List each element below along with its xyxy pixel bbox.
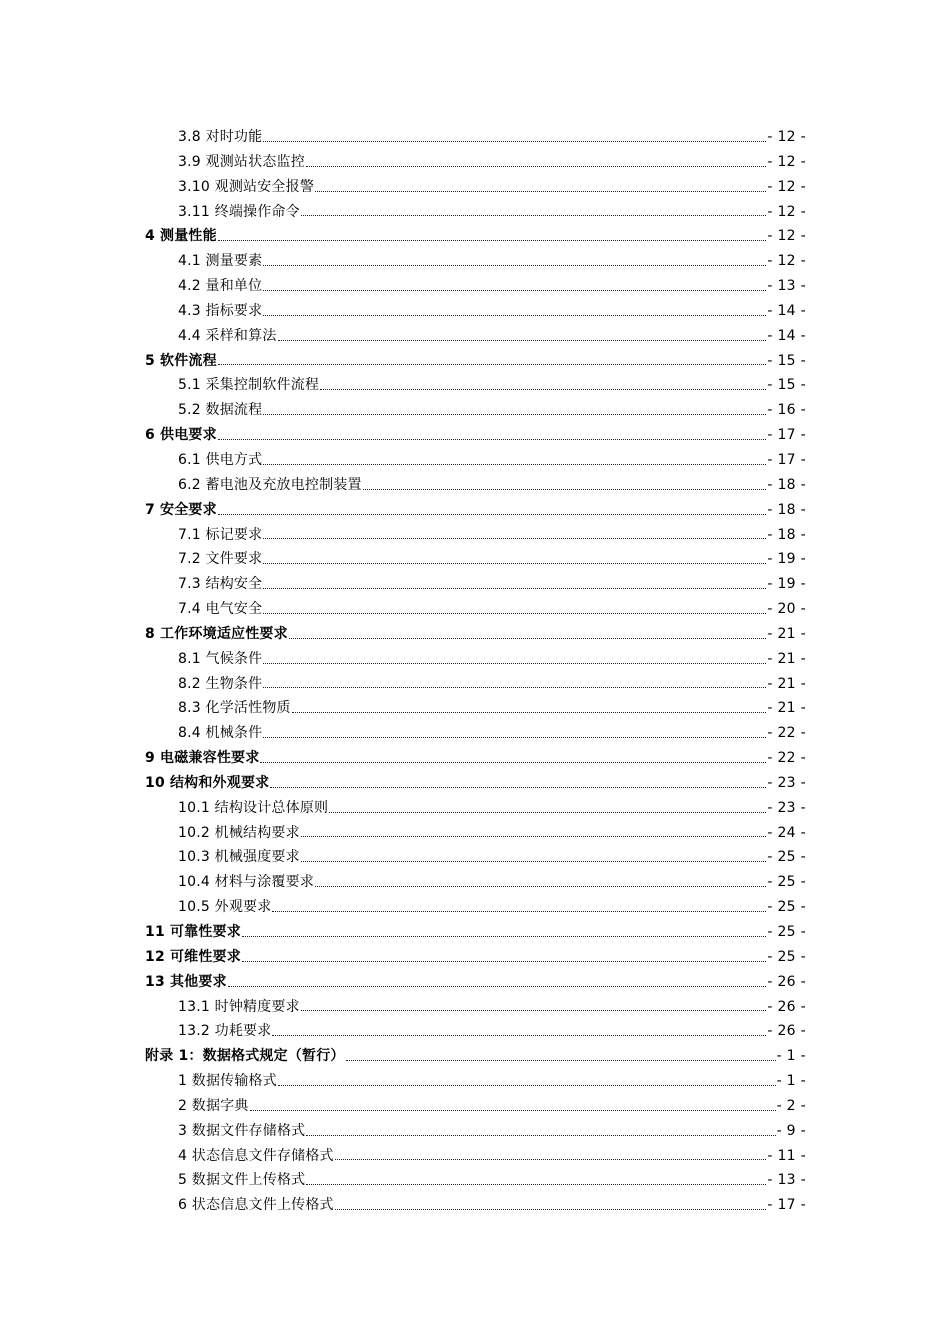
toc-entry-page-number: - 14 - bbox=[767, 302, 806, 319]
toc-dot-leader bbox=[263, 538, 766, 539]
toc-dot-leader bbox=[218, 439, 767, 440]
toc-dot-leader bbox=[263, 613, 766, 614]
toc-entry-chapter[interactable] bbox=[0, 945, 950, 970]
toc-dot-leader bbox=[306, 166, 766, 167]
toc-entry-title: 10.2 机械结构要求 bbox=[178, 824, 300, 841]
toc-entry-section[interactable] bbox=[0, 299, 950, 324]
toc-entry-page-number: - 25 - bbox=[767, 948, 806, 965]
toc-entry-page-number: - 13 - bbox=[767, 278, 806, 295]
toc-dot-leader bbox=[270, 787, 766, 788]
toc-entry-title: 4.2 量和单位 bbox=[178, 278, 263, 295]
toc-entry-section[interactable] bbox=[0, 572, 950, 597]
toc-entry-page-number: - 11 - bbox=[767, 1147, 806, 1164]
toc-entry-section[interactable] bbox=[0, 200, 950, 225]
toc-dot-leader bbox=[263, 414, 766, 415]
toc-entry-title: 5 数据文件上传格式 bbox=[178, 1172, 306, 1189]
toc-dot-leader bbox=[218, 240, 767, 241]
toc-entry-section[interactable] bbox=[0, 274, 950, 299]
toc-entry-title: 10 结构和外观要求 bbox=[145, 774, 270, 791]
toc-entry-title: 1 数据传输格式 bbox=[178, 1073, 277, 1090]
toc-dot-leader bbox=[289, 638, 767, 639]
toc-entry-title: 2 数据字典 bbox=[178, 1097, 249, 1114]
toc-entry-chapter[interactable] bbox=[0, 498, 950, 523]
toc-entry-section[interactable] bbox=[0, 895, 950, 920]
toc-entry-title: 8 工作环境适应性要求 bbox=[145, 625, 288, 642]
toc-entry-title: 3.8 对时功能 bbox=[178, 129, 263, 145]
toc-entry-section[interactable] bbox=[0, 597, 950, 622]
toc-entry-page-number: - 12 - bbox=[767, 253, 806, 270]
toc-entry-title: 附录 1：数据格式规定（暂行） bbox=[145, 1048, 345, 1065]
toc-entry-page-number: - 22 - bbox=[767, 750, 806, 767]
toc-entry-page-number: - 9 - bbox=[776, 1122, 806, 1139]
toc-dot-leader bbox=[335, 1209, 767, 1210]
toc-entry-title: 4.4 采样和算法 bbox=[178, 327, 277, 344]
toc-entry-section[interactable] bbox=[0, 796, 950, 821]
toc-entry-section[interactable] bbox=[0, 995, 950, 1020]
toc-dot-leader bbox=[315, 886, 766, 887]
toc-dot-leader bbox=[346, 1060, 776, 1061]
toc-entry-page-number: - 1 - bbox=[776, 1073, 806, 1090]
toc-entry-page-number: - 18 - bbox=[767, 476, 806, 493]
toc-dot-leader bbox=[260, 762, 766, 763]
toc-entry-title: 8.3 化学活性物质 bbox=[178, 700, 291, 717]
toc-entry-page-number: - 15 - bbox=[767, 352, 806, 369]
toc-entry-section[interactable] bbox=[0, 473, 950, 498]
toc-entry-page-number: - 26 - bbox=[767, 998, 806, 1015]
toc-dot-leader bbox=[278, 340, 767, 341]
toc-entry-section[interactable] bbox=[0, 721, 950, 746]
toc-entry-page-number: - 12 - bbox=[767, 153, 806, 170]
toc-entry-title: 3.10 观测站安全报警 bbox=[178, 178, 315, 195]
toc-entry-page-number: - 1 - bbox=[776, 1048, 806, 1065]
toc-entry-title: 10.4 材料与涂覆要求 bbox=[178, 874, 315, 891]
toc-entry-title: 13.1 时钟精度要求 bbox=[178, 998, 300, 1015]
toc-dot-leader bbox=[301, 861, 767, 862]
toc-entry-page-number: - 12 - bbox=[767, 129, 806, 145]
toc-entry-section[interactable] bbox=[0, 647, 950, 672]
toc-dot-leader bbox=[292, 712, 767, 713]
toc-entry-page-number: - 19 - bbox=[767, 576, 806, 593]
toc-entry-page-number: - 25 - bbox=[767, 874, 806, 891]
toc-dot-leader bbox=[263, 315, 766, 316]
toc-entry-section[interactable] bbox=[0, 696, 950, 721]
toc-entry-title: 7.4 电气安全 bbox=[178, 601, 263, 618]
toc-entry-page-number: - 21 - bbox=[767, 700, 806, 717]
toc-entry-chapter[interactable] bbox=[0, 920, 950, 945]
toc-entry-page-number: - 12 - bbox=[767, 228, 806, 245]
toc-dot-leader bbox=[218, 364, 767, 365]
toc-entry-title: 3.11 终端操作命令 bbox=[178, 203, 300, 220]
toc-entry-page-number: - 26 - bbox=[767, 1023, 806, 1040]
toc-entry-section[interactable] bbox=[0, 821, 950, 846]
toc-entry-section[interactable] bbox=[0, 1069, 950, 1094]
toc-entry-section[interactable] bbox=[0, 870, 950, 895]
toc-dot-leader bbox=[263, 265, 766, 266]
toc-dot-leader bbox=[228, 986, 767, 987]
toc-entry-title: 6.1 供电方式 bbox=[178, 451, 263, 468]
toc-entry-title: 7.1 标记要求 bbox=[178, 526, 263, 543]
toc-dot-leader bbox=[263, 687, 766, 688]
toc-entry-page-number: - 2 - bbox=[776, 1097, 806, 1114]
toc-entry-section[interactable] bbox=[0, 1193, 950, 1218]
toc-dot-leader bbox=[329, 812, 766, 813]
toc-entry-chapter[interactable] bbox=[0, 970, 950, 995]
toc-dot-leader bbox=[301, 1010, 767, 1011]
toc-entry-title: 3.9 观测站状态监控 bbox=[178, 153, 305, 170]
toc-dot-leader bbox=[263, 563, 766, 564]
toc-entry-chapter[interactable] bbox=[0, 1044, 950, 1069]
toc-entry-page-number: - 13 - bbox=[767, 1172, 806, 1189]
toc-entry-section[interactable] bbox=[0, 373, 950, 398]
toc-entry-section[interactable] bbox=[0, 523, 950, 548]
toc-entry-title: 5.1 采集控制软件流程 bbox=[178, 377, 320, 394]
toc-entry-title: 5 软件流程 bbox=[145, 352, 217, 369]
toc-entry-title: 9 电磁兼容性要求 bbox=[145, 750, 260, 767]
toc-entry-page-number: - 20 - bbox=[767, 601, 806, 618]
toc-entry-title: 6 供电要求 bbox=[145, 427, 217, 444]
toc-entry-title: 8.4 机械条件 bbox=[178, 725, 263, 742]
toc-entry-page-number: - 23 - bbox=[767, 774, 806, 791]
toc-entry-title: 7 安全要求 bbox=[145, 501, 217, 518]
toc-dot-leader bbox=[306, 1184, 766, 1185]
toc-entry-title: 4 测量性能 bbox=[145, 228, 217, 245]
toc-entry-title: 10.5 外观要求 bbox=[178, 899, 272, 916]
toc-entry-chapter[interactable] bbox=[0, 622, 950, 647]
toc-entry-section[interactable] bbox=[0, 672, 950, 697]
toc-dot-leader bbox=[272, 911, 766, 912]
toc-entry-section[interactable] bbox=[0, 1094, 950, 1119]
toc-entry-title: 12 可维性要求 bbox=[145, 948, 241, 965]
toc-entry-page-number: - 25 - bbox=[767, 899, 806, 916]
toc-entry-page-number: - 17 - bbox=[767, 451, 806, 468]
toc-entry-title: 7.3 结构安全 bbox=[178, 576, 263, 593]
toc-entry-title: 6 状态信息文件上传格式 bbox=[178, 1197, 334, 1214]
toc-entry-title: 11 可靠性要求 bbox=[145, 924, 241, 940]
toc-entry-page-number: - 21 - bbox=[767, 625, 806, 642]
toc-entry-page-number: - 26 - bbox=[767, 973, 806, 990]
toc-dot-leader bbox=[320, 389, 766, 390]
toc-entry-section[interactable] bbox=[0, 1168, 950, 1193]
toc-entry-title: 13 其他要求 bbox=[145, 973, 227, 990]
toc-entry-chapter[interactable] bbox=[0, 746, 950, 771]
toc-dot-leader bbox=[272, 1035, 766, 1036]
toc-entry-page-number: - 17 - bbox=[767, 427, 806, 444]
toc-dot-leader bbox=[263, 141, 766, 142]
toc-dot-leader bbox=[263, 588, 766, 589]
toc-entry-page-number: - 23 - bbox=[767, 799, 806, 816]
toc-entry-chapter[interactable] bbox=[0, 349, 950, 374]
toc-entry-title: 8.1 气候条件 bbox=[178, 650, 263, 667]
toc-dot-leader bbox=[278, 1085, 776, 1086]
toc-entry-title: 6.2 蓄电池及充放电控制装置 bbox=[178, 476, 362, 493]
toc-dot-leader bbox=[301, 836, 767, 837]
toc-entry-page-number: - 19 - bbox=[767, 551, 806, 568]
toc-entry-section[interactable] bbox=[0, 1119, 950, 1144]
toc-entry-chapter[interactable] bbox=[0, 423, 950, 448]
toc-entry-section[interactable] bbox=[0, 249, 950, 274]
toc-entry-title: 13.2 功耗要求 bbox=[178, 1023, 272, 1040]
toc-entry-page-number: - 25 - bbox=[767, 849, 806, 866]
toc-entry-title: 10.1 结构设计总体原则 bbox=[178, 799, 329, 816]
toc-entry-page-number: - 17 - bbox=[767, 1197, 806, 1214]
toc-entry-section[interactable] bbox=[0, 150, 950, 175]
toc-entry-section[interactable] bbox=[0, 1144, 950, 1169]
toc-entry-title: 4 状态信息文件存储格式 bbox=[178, 1147, 334, 1164]
table-of-contents bbox=[0, 125, 950, 1218]
toc-entry-page-number: - 16 - bbox=[767, 402, 806, 419]
toc-entry-page-number: - 21 - bbox=[767, 675, 806, 692]
toc-dot-leader bbox=[242, 936, 766, 937]
toc-entry-chapter[interactable] bbox=[0, 224, 950, 249]
toc-entry-section[interactable] bbox=[0, 398, 950, 423]
toc-entry-section[interactable] bbox=[0, 324, 950, 349]
toc-entry-title: 3 数据文件存储格式 bbox=[178, 1122, 306, 1139]
toc-entry-title: 4.1 测量要素 bbox=[178, 253, 263, 270]
toc-entry-page-number: - 25 - bbox=[767, 924, 806, 940]
toc-entry-section[interactable] bbox=[0, 175, 950, 200]
toc-dot-leader bbox=[242, 961, 766, 962]
toc-entry-title: 5.2 数据流程 bbox=[178, 402, 263, 419]
toc-entry-page-number: - 21 - bbox=[767, 650, 806, 667]
toc-entry-title: 8.2 生物条件 bbox=[178, 675, 263, 692]
toc-entry-page-number: - 14 - bbox=[767, 327, 806, 344]
toc-entry-chapter[interactable] bbox=[0, 771, 950, 796]
toc-dot-leader bbox=[263, 663, 766, 664]
toc-entry-page-number: - 18 - bbox=[767, 501, 806, 518]
toc-dot-leader bbox=[263, 290, 766, 291]
toc-entry-section[interactable] bbox=[0, 125, 950, 150]
toc-entry-section[interactable] bbox=[0, 1019, 950, 1044]
toc-dot-leader bbox=[315, 191, 766, 192]
toc-entry-page-number: - 22 - bbox=[767, 725, 806, 742]
toc-dot-leader bbox=[250, 1110, 776, 1111]
toc-entry-section[interactable] bbox=[0, 448, 950, 473]
toc-dot-leader bbox=[263, 464, 766, 465]
toc-entry-page-number: - 15 - bbox=[767, 377, 806, 394]
toc-entry-section[interactable] bbox=[0, 547, 950, 572]
toc-dot-leader bbox=[335, 1159, 767, 1160]
toc-entry-page-number: - 24 - bbox=[767, 824, 806, 841]
toc-entry-section[interactable] bbox=[0, 845, 950, 870]
toc-entry-title: 7.2 文件要求 bbox=[178, 551, 263, 568]
toc-dot-leader bbox=[363, 489, 767, 490]
toc-entry-page-number: - 12 - bbox=[767, 203, 806, 220]
toc-dot-leader bbox=[306, 1135, 775, 1136]
toc-entry-title: 4.3 指标要求 bbox=[178, 302, 263, 319]
toc-entry-page-number: - 18 - bbox=[767, 526, 806, 543]
toc-dot-leader bbox=[218, 514, 767, 515]
toc-entry-page-number: - 12 - bbox=[767, 178, 806, 195]
toc-dot-leader bbox=[301, 215, 767, 216]
toc-dot-leader bbox=[263, 737, 766, 738]
toc-entry-title: 10.3 机械强度要求 bbox=[178, 849, 300, 866]
